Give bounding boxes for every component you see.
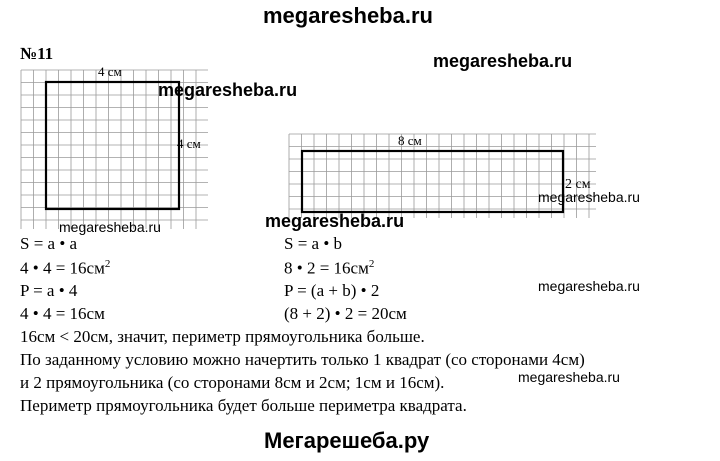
- rect-area-formula: S = a • b: [284, 234, 343, 253]
- watermark: megaresheba.ru: [433, 51, 573, 71]
- rect-perimeter-calc: (8 + 2) • 2 = 20см: [284, 304, 407, 323]
- footer-brand: Мегарешеба.ру: [264, 428, 430, 453]
- rect-top-label: 8 см: [398, 133, 422, 148]
- square-perimeter-formula: P = a • 4: [20, 281, 78, 300]
- square-perimeter-calc: 4 • 4 = 16см: [20, 304, 105, 323]
- rectangle-figure: [302, 151, 563, 212]
- watermark: megaresheba.ru: [265, 211, 405, 231]
- rect-area-calc: [284, 258, 374, 279]
- site-header: megaresheba.ru: [263, 3, 433, 28]
- task-number: №11: [20, 44, 54, 63]
- rect-area-value: 8 • 2 = 16см: [284, 258, 369, 278]
- square-top-label: 4 см: [98, 64, 122, 79]
- conclusion-line-4: Периметр прямоугольника будет больше периметра квадрата.: [20, 396, 467, 415]
- rect-area-exp: 2: [368, 258, 375, 270]
- watermark: megaresheba.ru: [518, 369, 620, 385]
- conclusion-line-1: 16см < 20см, значит, периметр прямоугольника больше.: [20, 327, 425, 346]
- grid-right: [289, 134, 596, 218]
- conclusion-line-2: По заданному условию можно начертить только 1 квадрат (со сторонами 4см): [20, 350, 585, 369]
- watermark: megaresheba.ru: [538, 278, 640, 294]
- square-area-value: 4 • 4 = 16см: [20, 258, 105, 278]
- square-area-calc: [20, 258, 110, 279]
- watermark: megaresheba.ru: [538, 189, 640, 205]
- square-side-label: 4 см: [177, 136, 201, 151]
- square-figure: [46, 82, 179, 209]
- square-area-exp: 2: [104, 258, 111, 270]
- conclusion-line-3: и 2 прямоугольника (со сторонами 8см и 2см; 1см и 16см).: [20, 373, 445, 392]
- rect-perimeter-formula: P = (a + b) • 2: [284, 281, 380, 300]
- watermark: megaresheba.ru: [59, 219, 161, 235]
- square-area-formula: S = a • a: [20, 234, 78, 253]
- rect-side-label: 2 см: [565, 177, 591, 192]
- watermark: megaresheba.ru: [158, 80, 298, 100]
